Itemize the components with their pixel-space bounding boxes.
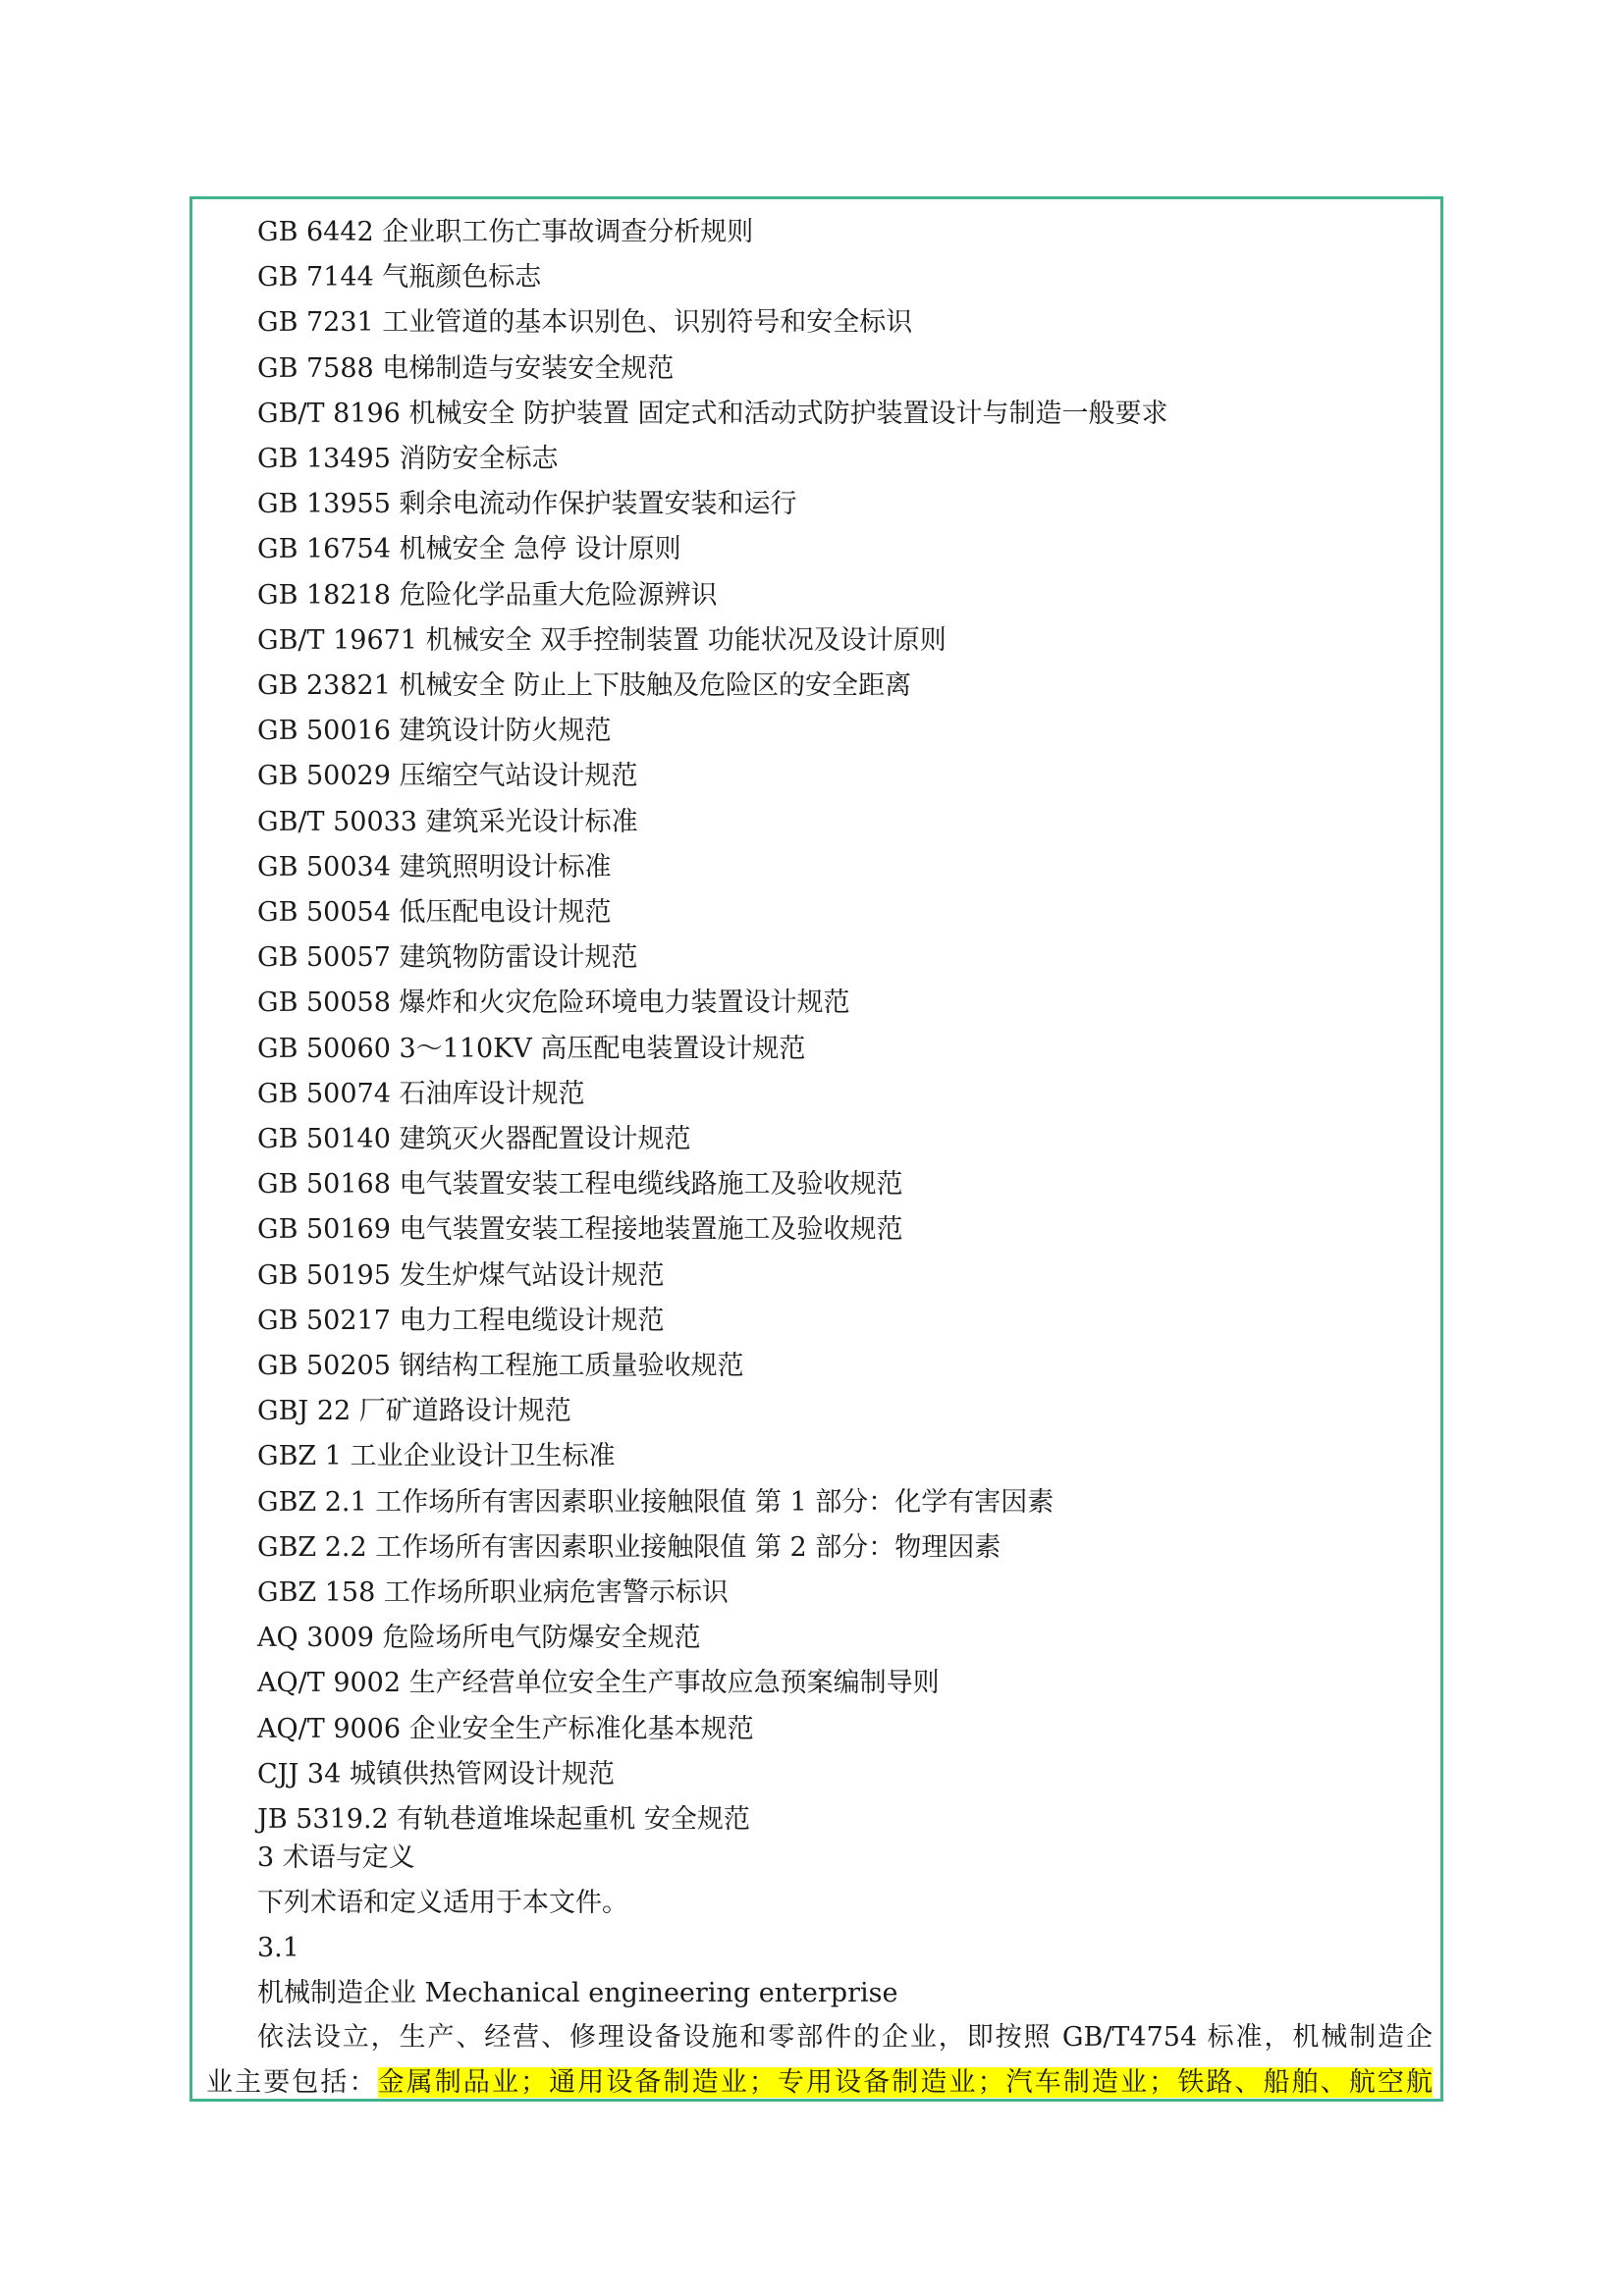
- standard-item: GBZ 2.1 工作场所有害因素职业接触限值 第 1 部分：化学有害因素: [257, 1486, 1055, 1518]
- standard-item: GB 50016 建筑设计防火规范: [257, 716, 612, 747]
- term-definition: [206, 2015, 1433, 2106]
- standard-item: GB 50058 爆炸和火灾危险环境电力装置设计规范: [257, 988, 850, 1019]
- standard-item: GB 7144 气瓶颜色标志: [257, 262, 542, 294]
- section-intro: 下列术语和定义适用于本文件。: [257, 1888, 628, 1918]
- standard-item: GB 50140 建筑灭火器配置设计规范: [257, 1124, 691, 1154]
- standard-item: AQ/T 9006 企业安全生产标准化基本规范: [257, 1713, 754, 1744]
- standard-item: CJJ 34 城镇供热管网设计规范: [257, 1758, 615, 1789]
- standard-item: GB 13955 剩余电流动作保护装置安装和运行: [257, 489, 797, 520]
- standard-item: GB 13495 消防安全标志: [257, 444, 559, 474]
- standard-item: GB 50057 建筑物防雷设计规范: [257, 942, 638, 974]
- standard-item: GB 50168 电气装置安装工程电缆线路施工及验收规范: [257, 1169, 903, 1201]
- standard-item: AQ 3009 危险场所电气防爆安全规范: [257, 1623, 701, 1654]
- section-heading: 3 术语与定义: [257, 1842, 415, 1873]
- standard-item: GB/T 50033 建筑采光设计标准: [257, 806, 638, 837]
- standard-item: GB 7588 电梯制造与安装安全规范: [257, 352, 675, 384]
- standard-item: GB 50060 3～110KV 高压配电装置设计规范: [257, 1033, 806, 1064]
- term-number: 3.1: [257, 1933, 299, 1963]
- standard-item: GB 50195 发生炉煤气站设计规范: [257, 1259, 665, 1291]
- standard-item: GB 50169 电气装置安装工程接地装置施工及验收规范: [257, 1214, 903, 1246]
- standard-item: GBZ 2.2 工作场所有害因素职业接触限值 第 2 部分：物理因素: [257, 1531, 1001, 1563]
- standard-item: GB/T 19671 机械安全 双手控制装置 功能状况及设计原则: [257, 624, 947, 656]
- standard-item: GB 7231 工业管道的基本识别色、识别符号和安全标识: [257, 307, 913, 339]
- standard-item: GBZ 158 工作场所职业病危害警示标识: [257, 1577, 729, 1608]
- standard-item: JB 5319.2 有轨巷道堆垛起重机 安全规范: [257, 1804, 750, 1835]
- standard-item: GB 16754 机械安全 急停 设计原则: [257, 534, 681, 565]
- standard-item: GB 18218 危险化学品重大危险源辨识: [257, 579, 718, 611]
- definition-line-1: 依法设立，生产、经营、修理设备设施和零部件的企业，即按照 GB/T4754 标准，机械制造企: [257, 2022, 1433, 2053]
- definition-line-2: [206, 2060, 1433, 2106]
- standard-item: GB/T 8196 机械安全 防护装置 固定式和活动式防护装置设计与制造一般要求: [257, 398, 1168, 429]
- standard-item: GBJ 22 厂矿道路设计规范: [257, 1396, 571, 1427]
- standard-item: GB 50205 钢结构工程施工质量验收规范: [257, 1351, 744, 1381]
- definition-line-2-prefix: 业主要包括：: [206, 2067, 378, 2098]
- standard-item: GB 50054 低压配电设计规范: [257, 897, 612, 928]
- standard-item: GBZ 1 工业企业设计卫生标准: [257, 1441, 616, 1472]
- standard-item: GB 23821 机械安全 防止上下肢触及危险区的安全距离: [257, 670, 912, 701]
- standard-item: GB 50029 压缩空气站设计规范: [257, 761, 638, 792]
- document-frame: [189, 196, 1443, 2102]
- standard-item: AQ/T 9002 生产经营单位安全生产事故应急预案编制导则: [257, 1668, 940, 1699]
- standard-item: GB 6442 企业职工伤亡事故调查分析规则: [257, 217, 754, 247]
- definition-highlight: 金属制品业；通用设备制造业；专用设备制造业；汽车制造业；铁路、船舶、航空航: [377, 2067, 1434, 2098]
- standard-item: GB 50217 电力工程电缆设计规范: [257, 1305, 665, 1336]
- term-title: 机械制造企业 Mechanical engineering enterprise: [257, 1978, 898, 2008]
- standard-item: GB 50034 建筑照明设计标准: [257, 851, 612, 882]
- standard-item: GB 50074 石油库设计规范: [257, 1078, 585, 1109]
